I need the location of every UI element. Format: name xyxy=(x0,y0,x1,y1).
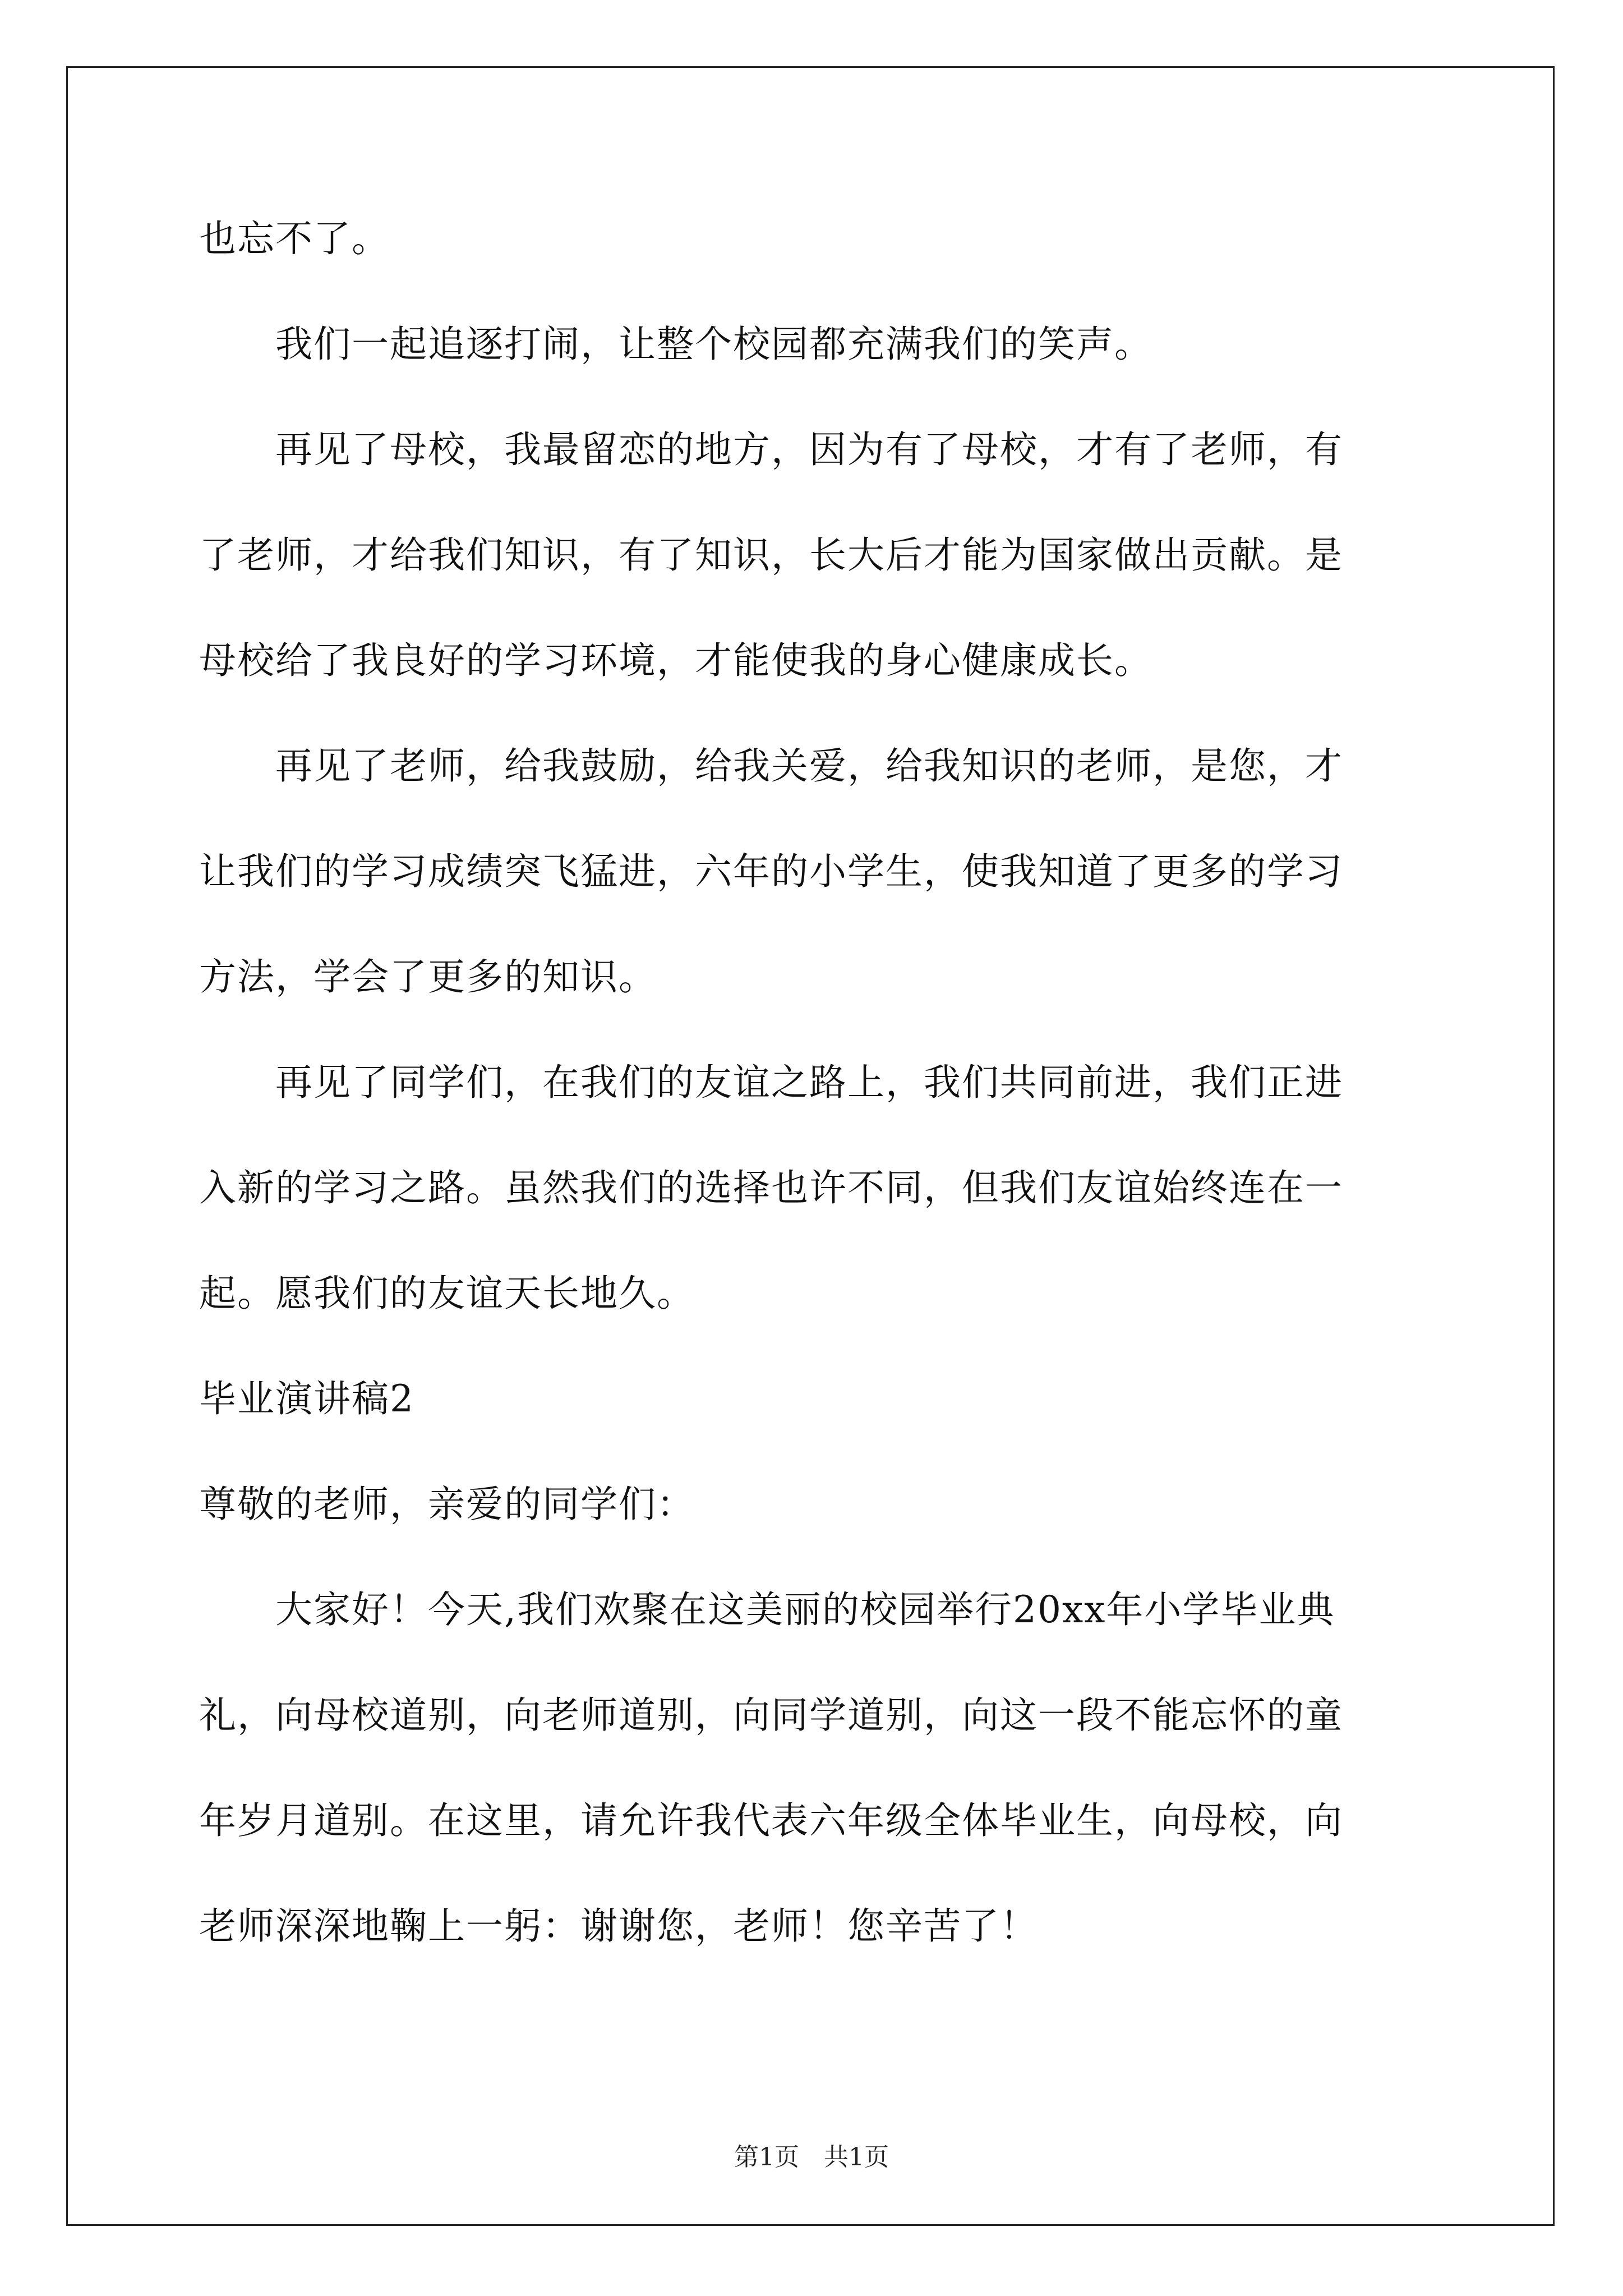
salutation: 尊敬的老师，亲爱的同学们： xyxy=(199,1483,695,1526)
text-line: 让我们的学习成绩突飞猛进，六年的小学生，使我知道了更多的学习 xyxy=(199,850,1343,893)
text-line: 再见了老师，给我鼓励，给我关爱，给我知识的老师，是您，才 xyxy=(199,744,1343,788)
text-line: 也忘不了。 xyxy=(199,217,390,260)
text-line: 礼，向母校道别，向老师道别，向同学道别，向这一段不能忘怀的童 xyxy=(199,1694,1343,1737)
text-line: 我们一起追逐打闹，让整个校园都充满我们的笑声。 xyxy=(199,323,1152,366)
text-line: 方法，学会了更多的知识。 xyxy=(199,955,657,999)
text-line: 大家好！今天,我们欢聚在这美丽的校园举行20xx年小学毕业典 xyxy=(199,1588,1335,1631)
page-footer: 第1页 共1页 xyxy=(734,2143,889,2171)
text-line: 再见了母校，我最留恋的地方，因为有了母校，才有了老师，有 xyxy=(199,428,1343,471)
text-line: 起。愿我们的友谊天长地久。 xyxy=(199,1272,695,1315)
text-line: 母校给了我良好的学习环境，才能使我的身心健康成长。 xyxy=(199,639,1152,682)
section-heading: 毕业演讲稿2 xyxy=(199,1377,414,1420)
text-line: 再见了同学们，在我们的友谊之路上，我们共同前进，我们正进 xyxy=(199,1061,1343,1104)
text-line: 了老师，才给我们知识，有了知识，长大后才能为国家做出贡献。是 xyxy=(199,533,1343,577)
text-line: 年岁月道别。在这里，请允许我代表六年级全体毕业生，向母校，向 xyxy=(199,1799,1343,1842)
text-line: 老师深深地鞠上一躬：谢谢您，老师！您辛苦了！ xyxy=(199,1904,1038,1948)
text-line: 入新的学习之路。虽然我们的选择也许不同，但我们友谊始终连在一 xyxy=(199,1166,1343,1209)
